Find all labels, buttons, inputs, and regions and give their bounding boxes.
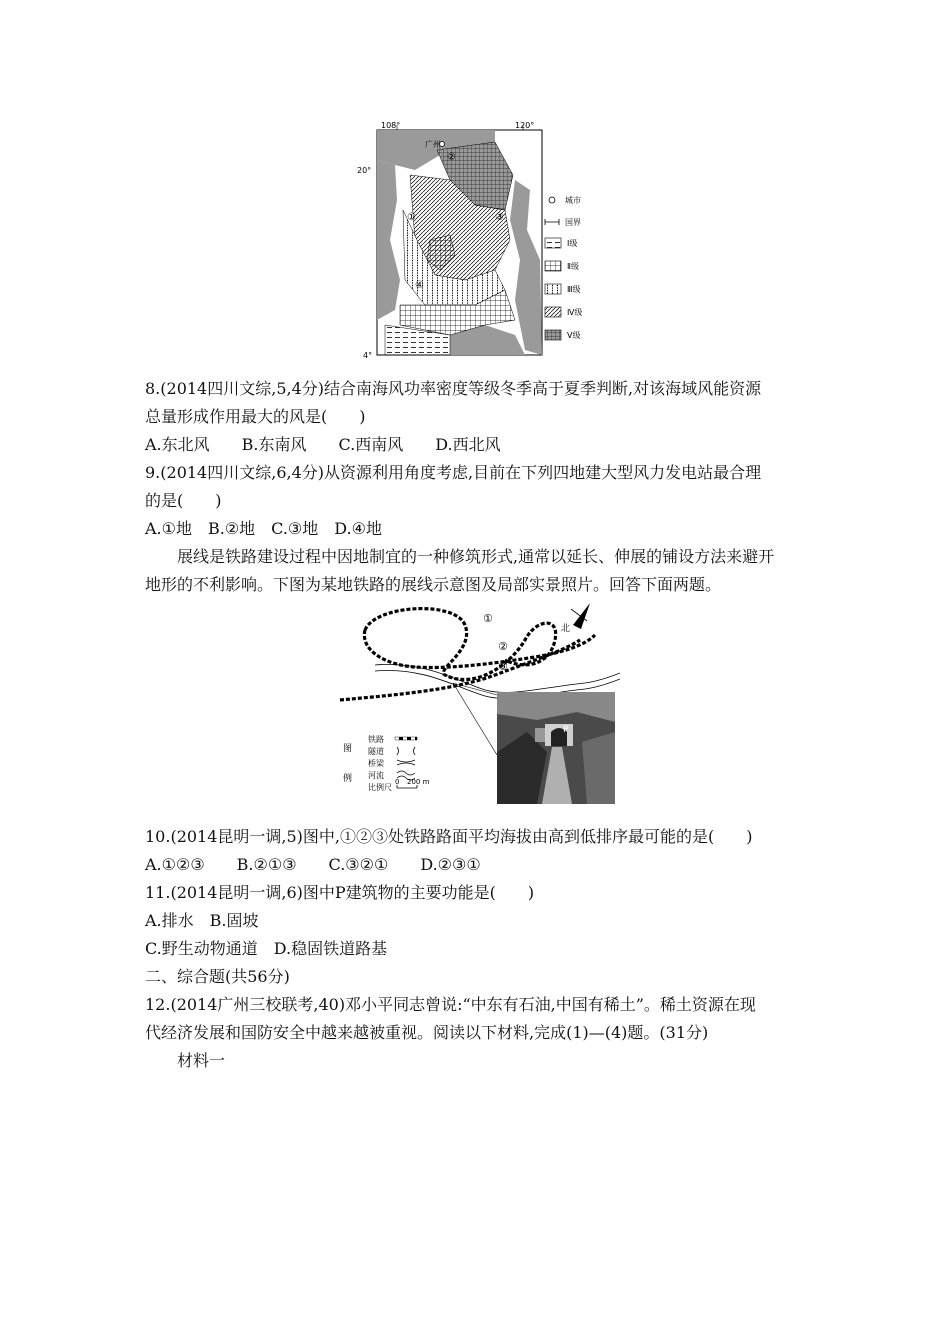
border-legend-icon — [545, 219, 559, 225]
legend-item: Ⅳ级 — [567, 308, 583, 317]
legend-item: Ⅰ级 — [567, 239, 578, 248]
q8-line2: 总量形成作用最大的风是( ) — [145, 407, 366, 426]
city-legend-icon — [549, 197, 555, 203]
lat-4-label: 4° — [363, 351, 373, 360]
loop-marker-2: ② — [498, 640, 508, 653]
legend-item: 隧道 — [368, 747, 384, 756]
railway-line — [365, 609, 556, 680]
loop-marker-1: ① — [483, 612, 493, 625]
legend-item: 比例尺 — [368, 783, 392, 792]
railway-line — [364, 630, 595, 668]
rail-legend — [343, 734, 430, 792]
scale-200: 200 m — [407, 778, 430, 786]
q8-line1: 8.(2014四川文综,5,4分)结合南海风功率密度等级冬季高于夏季判断,对该海域风能资源 — [145, 379, 762, 398]
q9-line1: 9.(2014四川文综,6,4分)从资源利用角度考虑,目前在下列四地建大型风力发电站最合理 — [145, 463, 762, 482]
marker-1: ① — [407, 212, 416, 223]
scale-zero: 0 — [395, 778, 400, 786]
section-heading: 二、综合题(共56分) — [145, 967, 290, 986]
legend-item: 城市 — [565, 196, 581, 205]
marker-2: ② — [447, 152, 456, 163]
north-arrow-icon — [571, 603, 590, 629]
railway-line — [340, 640, 580, 700]
legend-title: 图 — [343, 744, 353, 754]
q11-options1: A.排水 B.固坡 — [145, 911, 259, 930]
q11-options2: C.野生动物通道 D.稳固铁道路基 — [145, 939, 388, 958]
legend-item: Ⅱ级 — [567, 262, 579, 271]
q10-options: A.①②③ B.②①③ C.③②① D.②③① — [145, 855, 481, 874]
legend-item: 桥梁 — [368, 759, 384, 768]
legend-item: 河流 — [368, 771, 384, 780]
north-label: 北 — [561, 624, 571, 634]
photo-p-label: P — [563, 725, 569, 735]
wind-power-map — [355, 120, 605, 370]
legend-item: 铁路 — [368, 735, 384, 744]
q12-line1: 12.(2014广州三校联考,40)邓小平同志曾说:“中东有石油,中国有稀土”。稀土资源在现 — [145, 995, 756, 1014]
q11-line1: 11.(2014昆明一调,6)图中P建筑物的主要功能是( ) — [145, 883, 535, 902]
lat-20-label: 20° — [357, 166, 372, 175]
map-legend — [545, 195, 582, 340]
intro-line1: 展线是铁路建设过程中因地制宜的一种修筑形式,通常以延长、伸展的铺设方法来避开 — [177, 547, 775, 566]
q10-line1: 10.(2014昆明一调,5)图中,①②③处铁路路面平均海拔由高到低排序最可能的是( ) — [145, 827, 753, 846]
intro-line2: 地形的不利影响。下图为某地铁路的展线示意图及局部实景照片。回答下面两题。 — [145, 575, 722, 594]
marker-4: ④ — [415, 280, 424, 291]
q9-options: A.①地 B.②地 C.③地 D.④地 — [145, 519, 382, 538]
legend-item: Ⅲ级 — [567, 285, 581, 294]
bridge-legend-icon — [397, 760, 415, 765]
legend-item: 国界 — [565, 218, 581, 227]
city-label: 广州 — [425, 140, 441, 149]
loop-marker-3: ③ — [498, 660, 508, 673]
railway-photo — [497, 692, 615, 804]
marker-3: ③ — [495, 212, 504, 223]
lon-120-label: 120° — [515, 121, 535, 130]
q9-line2: 的是( ) — [145, 491, 222, 510]
lon-108-label: 108° — [381, 121, 401, 130]
q8-options: A.东北风 B.东南风 C.西南风 D.西北风 — [145, 435, 501, 454]
q12-line2: 代经济发展和国防安全中越来越被重视。阅读以下材料,完成(1)—(4)题。(31分) — [145, 1023, 709, 1042]
tunnel-legend-icon — [397, 747, 415, 755]
material-label: 材料一 — [177, 1051, 226, 1070]
legend-title: 例 — [343, 774, 353, 784]
legend-item: Ⅴ级 — [567, 331, 581, 340]
